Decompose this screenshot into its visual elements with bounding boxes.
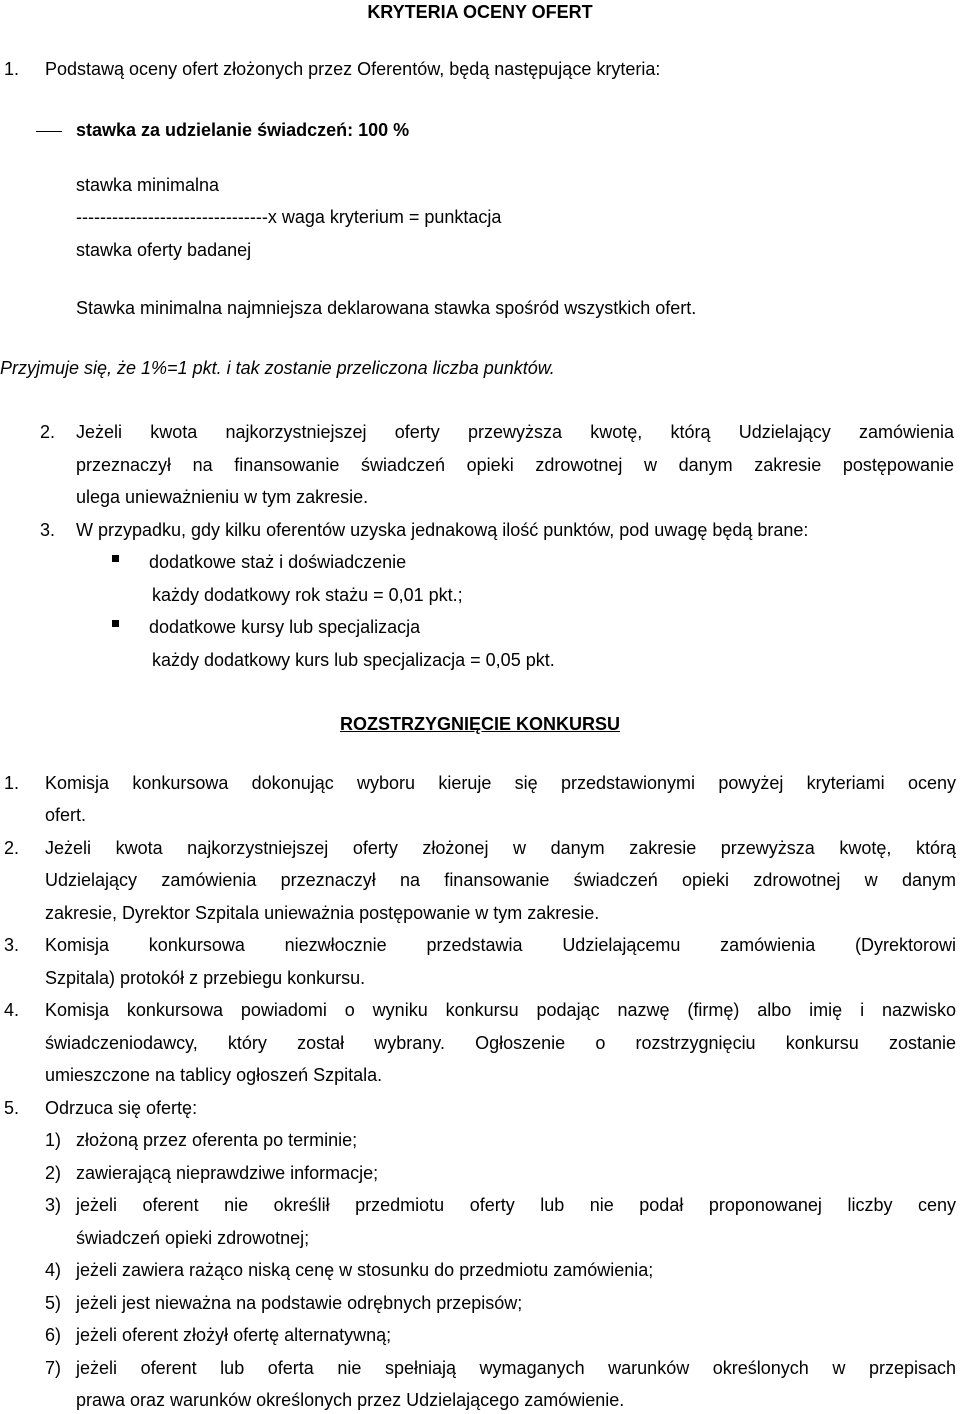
p1-number: 1.: [4, 59, 20, 79]
bonus-experience-value: każdy dodatkowy rok stażu = 0,01 pkt.;: [152, 585, 463, 605]
r4-line-1: Komisja konkursowa powiadomi o wyniku konkursu podając nazwę (firmę) albo imię i nazwisko: [45, 1000, 956, 1020]
square-bullet-icon: [112, 620, 119, 627]
p2-line-1: Jeżeli kwota najkorzystniejszej oferty przewyższa kwotę, którą Udzielający zamówienia: [76, 422, 954, 442]
rej5-number: 5): [45, 1293, 62, 1313]
rej7-line-1: jeżeli oferent lub oferta nie spełniają wymaganych warunków określonych w przepisach: [76, 1358, 956, 1378]
p2-line-3: ulega unieważnieniu w tym zakresie.: [76, 487, 369, 507]
section-title-resolution: ROZSTRZYGNIĘCIE KONKURSU: [339, 714, 620, 734]
p1-text: Podstawą oceny ofert złożonych przez Oferentów, będą następujące kryteria:: [45, 59, 661, 79]
rej2-text: zawierającą nieprawdziwe informacje;: [76, 1163, 379, 1183]
formula-denominator: stawka oferty badanej: [76, 240, 252, 260]
square-bullet-icon: [112, 555, 119, 562]
r5-line-1: Odrzuca się ofertę:: [45, 1098, 198, 1118]
rej7-number: 7): [45, 1358, 62, 1378]
r3-line-2: Szpitala) protokół z przebiegu konkursu.: [45, 968, 366, 988]
bonus-experience: dodatkowe staż i doświadczenie: [149, 552, 407, 572]
r3-line-1: Komisja konkursowa niezwłocznie przedstawia Udzielającemu zamówienia (Dyrektorowi: [45, 935, 956, 955]
page-title: KRYTERIA OCENY OFERT: [367, 2, 593, 22]
rej7-line-2: prawa oraz warunków określonych przez Udzielającego zamówienie.: [76, 1390, 625, 1410]
bonus-courses: dodatkowe kursy lub specjalizacja: [149, 617, 421, 637]
bonus-courses-value: każdy dodatkowy kurs lub specjalizacja = 0,05 pkt.: [152, 650, 555, 670]
rej5-text: jeżeli jest nieważna na podstawie odrębnych przepisów;: [76, 1293, 523, 1313]
formula-numerator: stawka minimalna: [76, 175, 220, 195]
definition-text: Stawka minimalna najmniejsza deklarowana stawka spośród wszystkich ofert.: [76, 298, 697, 318]
r1-line-1: Komisja konkursowa dokonując wyboru kieruje się przedstawionymi powyżej kryteriami oceny: [45, 773, 956, 793]
rej1-text: złożoną przez oferenta po terminie;: [76, 1130, 358, 1150]
rej3-line-1: jeżeli oferent nie określił przedmiotu oferty lub nie podał proponowanej liczby ceny: [76, 1195, 956, 1215]
p3-number: 3.: [40, 520, 56, 540]
rej1-number: 1): [45, 1130, 62, 1150]
rej3-number: 3): [45, 1195, 62, 1215]
rej3-line-2: świadczeń opieki zdrowotnej;: [76, 1228, 310, 1248]
p3-text: W przypadku, gdy kilku oferentów uzyska jednakową ilość punktów, pod uwagę będą brane:: [76, 520, 809, 540]
rej6-text: jeżeli oferent złożył ofertę alternatywną;: [76, 1325, 392, 1345]
r1-line-2: ofert.: [45, 805, 87, 825]
p2-line-2: przeznaczył na finansowanie świadczeń opieki zdrowotnej w danym zakresie postępowanie: [76, 455, 954, 475]
rej6-number: 6): [45, 1325, 62, 1345]
r4-line-2: świadczeniodawcy, który został wybrany. Ogłoszenie o rozstrzygnięciu konkursu zostanie: [45, 1033, 956, 1053]
p2-number: 2.: [40, 422, 56, 442]
r2-line-3: zakresie, Dyrektor Szpitala unieważnia postępowanie w tym zakresie.: [45, 903, 600, 923]
formula-line: --------------------------------x waga kryterium = punktacja: [76, 207, 502, 227]
r5-number: 5.: [4, 1098, 20, 1118]
r3-number: 3.: [4, 935, 20, 955]
r2-line-2: Udzielający zamówienia przeznaczył na finansowanie świadczeń opieki zdrowotnej w danym: [45, 870, 956, 890]
r2-number: 2.: [4, 838, 20, 858]
rej2-number: 2): [45, 1163, 62, 1183]
rej4-text: jeżeli zawiera rażąco niską cenę w stosunku do przedmiotu zamówienia;: [76, 1260, 654, 1280]
points-note: Przyjmuje się, że 1%=1 pkt. i tak zostanie przeliczona liczba punktów.: [0, 358, 555, 378]
rej4-number: 4): [45, 1260, 62, 1280]
criterion-label: stawka za udzielanie świadczeń: 100 %: [76, 120, 410, 140]
r4-line-3: umieszczone na tablicy ogłoszeń Szpitala.: [45, 1065, 383, 1085]
r4-number: 4.: [4, 1000, 20, 1020]
r2-line-1: Jeżeli kwota najkorzystniejszej oferty złożonej w danym zakresie przewyższa kwotę, którą: [45, 838, 956, 858]
r1-number: 1.: [4, 773, 20, 793]
dash-bullet: [36, 131, 62, 132]
